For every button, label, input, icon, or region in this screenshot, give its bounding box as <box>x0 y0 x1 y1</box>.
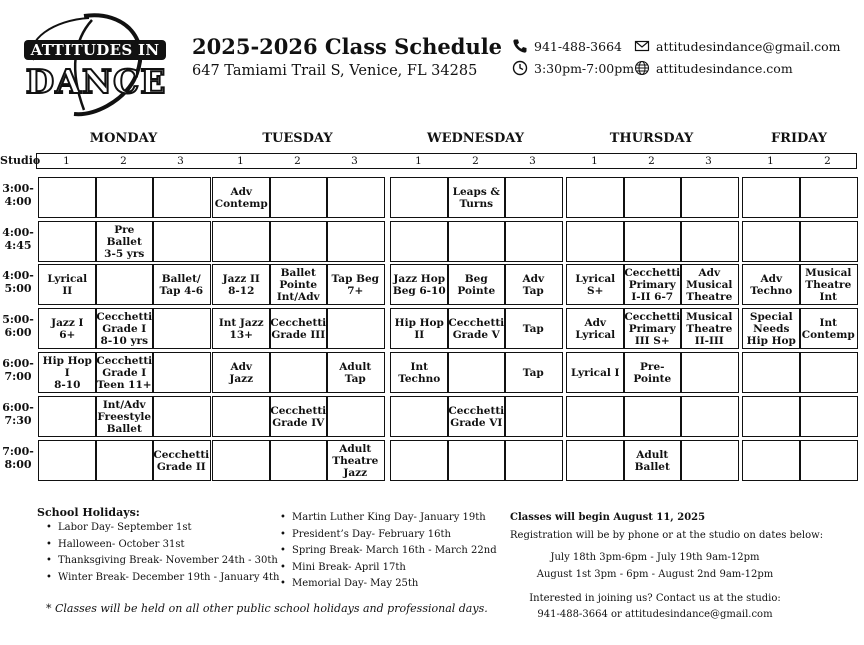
holiday-item: • Labor Day- September 1st <box>44 520 279 537</box>
class-cell <box>504 177 563 218</box>
class-cell <box>95 177 154 218</box>
class-cell: Cecchetti Primary III S+ <box>623 308 682 349</box>
class-cell <box>742 352 801 393</box>
page-title: 2025-2026 Class Schedule <box>192 34 503 59</box>
email-contact <box>634 38 841 54</box>
class-cell: Tap Beg 7+ <box>326 264 385 305</box>
class-cell <box>269 221 328 262</box>
class-cell: Lyrical S+ <box>566 264 625 305</box>
holiday-item: • Spring Break- March 16th - March 22nd <box>278 543 497 560</box>
class-cell: Int/Adv Freestyle Ballet <box>95 396 154 437</box>
studio-number: 3 <box>705 155 712 167</box>
class-cell <box>566 177 625 218</box>
class-cell <box>680 440 739 481</box>
class-cell <box>152 308 211 349</box>
day-header: TUESDAY <box>262 131 333 146</box>
studio-number: 3 <box>177 155 184 167</box>
studio-number: 3 <box>351 155 358 167</box>
class-cell <box>447 221 506 262</box>
class-cell: Jazz Hop Beg 6-10 <box>390 264 449 305</box>
class-cell <box>326 396 385 437</box>
class-cell <box>799 177 858 218</box>
globe-icon <box>634 60 650 76</box>
class-cell <box>38 221 97 262</box>
studio-number: 1 <box>63 155 70 167</box>
class-cell <box>269 177 328 218</box>
class-cell <box>38 396 97 437</box>
class-cell <box>326 308 385 349</box>
class-cell: Adv Techno <box>742 264 801 305</box>
email-address: attitudesindance@gmail.com <box>656 38 841 54</box>
class-cell: Adult Tap <box>326 352 385 393</box>
class-cell: Cecchetti Primary I-II 6-7 <box>623 264 682 305</box>
logo-line2: DANCE <box>25 62 167 101</box>
class-cell <box>152 177 211 218</box>
holidays-title: School Holidays: <box>37 506 140 519</box>
class-cell: Int Jazz 13+ <box>212 308 271 349</box>
class-cell <box>326 177 385 218</box>
class-cell: Adv Tap <box>504 264 563 305</box>
class-cell: Tap <box>504 352 563 393</box>
interest-line: Interested in joining us? Contact us at the studio: <box>529 593 781 604</box>
class-cell <box>623 221 682 262</box>
class-cell <box>212 396 271 437</box>
website-url: attitudesindance.com <box>656 60 793 76</box>
class-cell <box>742 396 801 437</box>
class-cell <box>799 440 858 481</box>
class-cell <box>799 221 858 262</box>
class-cell <box>269 440 328 481</box>
classes-begin: Classes will begin August 11, 2025 <box>510 512 706 523</box>
holiday-list-1 <box>44 520 279 586</box>
class-cell <box>447 352 506 393</box>
class-cell <box>623 396 682 437</box>
studio-number: 2 <box>824 155 831 167</box>
class-cell <box>269 352 328 393</box>
class-cell: Cecchetti Grade V <box>447 308 506 349</box>
day-header: THURSDAY <box>609 131 694 146</box>
class-cell <box>799 352 858 393</box>
class-cell: Cecchetti Grade VI <box>447 396 506 437</box>
class-cell <box>504 221 563 262</box>
class-cell: Jazz II 8-12 <box>212 264 271 305</box>
holiday-item: • Halloween- October 31st <box>44 537 279 554</box>
studio-number: 2 <box>648 155 655 167</box>
studio-number: 2 <box>472 155 479 167</box>
mail-icon <box>634 38 650 54</box>
clock-icon <box>512 60 528 76</box>
time-slot-label: 6:00- 7:30 <box>2 401 34 427</box>
studio-label: Studio <box>0 154 41 167</box>
class-cell <box>390 440 449 481</box>
class-cell <box>566 221 625 262</box>
registration-dates-july: July 18th 3pm-6pm - July 19th 9am-12pm <box>550 552 760 563</box>
class-cell: Adv Contemp <box>212 177 271 218</box>
class-cell <box>623 177 682 218</box>
class-cell: Hip Hop II <box>390 308 449 349</box>
class-cell <box>504 396 563 437</box>
class-cell <box>447 440 506 481</box>
holiday-item: • Memorial Day- May 25th <box>278 576 497 593</box>
class-cell: Musical Theatre II-III <box>680 308 739 349</box>
class-cell <box>152 221 211 262</box>
holiday-item: • Mini Break- April 17th <box>278 560 497 577</box>
phone-number: 941-488-3664 <box>534 38 622 54</box>
studio-number: 1 <box>767 155 774 167</box>
holiday-item: • Winter Break- December 19th - January 4th <box>44 570 279 587</box>
class-cell: Cecchetti Grade I 8-10 yrs <box>95 308 154 349</box>
class-cell <box>680 352 739 393</box>
class-cell: Musical Theatre Int <box>799 264 858 305</box>
class-cell <box>742 440 801 481</box>
class-cell: Adv Jazz <box>212 352 271 393</box>
class-cell <box>95 440 154 481</box>
holiday-note: * Classes will be held on all other public school holidays and professional days. <box>46 602 488 615</box>
class-cell: Lyrical I <box>566 352 625 393</box>
time-slot-label: 3:00- 4:00 <box>2 182 34 208</box>
day-header: MONDAY <box>89 131 158 146</box>
holiday-item: • President’s Day- February 16th <box>278 527 497 544</box>
time-slot-label: 7:00- 8:00 <box>2 445 34 471</box>
class-cell: Adult Ballet <box>623 440 682 481</box>
phone-icon <box>512 38 528 54</box>
studio-number: 1 <box>591 155 598 167</box>
class-cell <box>152 396 211 437</box>
class-cell <box>390 396 449 437</box>
studio-number: 1 <box>415 155 422 167</box>
time-slot-label: 5:00- 6:00 <box>2 313 34 339</box>
time-slot-label: 4:00- 5:00 <box>2 269 34 295</box>
hours-contact <box>512 60 634 76</box>
studio-number: 1 <box>237 155 244 167</box>
time-slot-label: 6:00- 7:00 <box>2 357 34 383</box>
class-cell <box>212 221 271 262</box>
class-cell <box>742 177 801 218</box>
class-cell <box>680 177 739 218</box>
class-cell: Adv Lyrical <box>566 308 625 349</box>
class-cell: Ballet/ Tap 4-6 <box>152 264 211 305</box>
class-cell: Adult Theatre Jazz <box>326 440 385 481</box>
class-cell: Pre Ballet 3-5 yrs <box>95 221 154 262</box>
contact-line: 941-488-3664 or attitudesindance@gmail.com <box>537 609 773 620</box>
class-cell <box>566 440 625 481</box>
class-cell: Cecchetti Grade II <box>152 440 211 481</box>
class-cell: Int Techno <box>390 352 449 393</box>
class-cell <box>38 177 97 218</box>
holiday-list-2 <box>278 510 497 593</box>
holiday-item: • Martin Luther King Day- January 19th <box>278 510 497 527</box>
class-cell <box>38 440 97 481</box>
class-cell <box>152 352 211 393</box>
class-cell <box>799 396 858 437</box>
class-cell: Leaps & Turns <box>447 177 506 218</box>
class-cell <box>566 396 625 437</box>
class-cell: Pre- Pointe <box>623 352 682 393</box>
class-cell: Cecchetti Grade I Teen 11+ <box>95 352 154 393</box>
class-cell <box>504 440 563 481</box>
class-cell: Cecchetti Grade IV <box>269 396 328 437</box>
class-cell <box>390 221 449 262</box>
class-cell: Ballet Pointe Int/Adv <box>269 264 328 305</box>
class-cell: Int Contemp <box>799 308 858 349</box>
day-header: WEDNESDAY <box>427 131 524 146</box>
website-contact <box>634 60 793 76</box>
time-slot-label: 4:00- 4:45 <box>2 226 34 252</box>
class-cell <box>326 221 385 262</box>
class-cell: Hip Hop I 8-10 <box>38 352 97 393</box>
holiday-item: • Thanksgiving Break- November 24th - 30th <box>44 553 279 570</box>
registration-info: Registration will be by phone or at the studio on dates below: <box>510 530 824 541</box>
studio-number: 2 <box>294 155 301 167</box>
class-cell <box>212 440 271 481</box>
class-cell <box>742 221 801 262</box>
day-header: FRIDAY <box>770 131 828 146</box>
class-cell: Cecchetti Grade III <box>269 308 328 349</box>
class-cell <box>95 264 154 305</box>
studio-number: 3 <box>529 155 536 167</box>
studio-number-bar <box>36 153 857 169</box>
class-cell: Beg Pointe <box>447 264 506 305</box>
class-cell: Adv Musical Theatre <box>680 264 739 305</box>
class-cell: Special Needs Hip Hop <box>742 308 801 349</box>
class-cell <box>680 221 739 262</box>
class-cell: Lyrical II <box>38 264 97 305</box>
office-hours: 3:30pm-7:00pm <box>534 60 635 76</box>
class-cell <box>390 177 449 218</box>
class-cell: Jazz I 6+ <box>38 308 97 349</box>
studio-address: 647 Tamiami Trail S, Venice, FL 34285 <box>192 63 478 79</box>
logo-line1: ATTITUDES IN <box>24 40 166 60</box>
studio-number: 2 <box>120 155 127 167</box>
phone-contact <box>512 38 622 54</box>
class-cell <box>680 396 739 437</box>
class-cell: Tap <box>504 308 563 349</box>
logo <box>14 10 167 122</box>
registration-dates-august: August 1st 3pm - 6pm - August 2nd 9am-12pm <box>536 569 774 580</box>
